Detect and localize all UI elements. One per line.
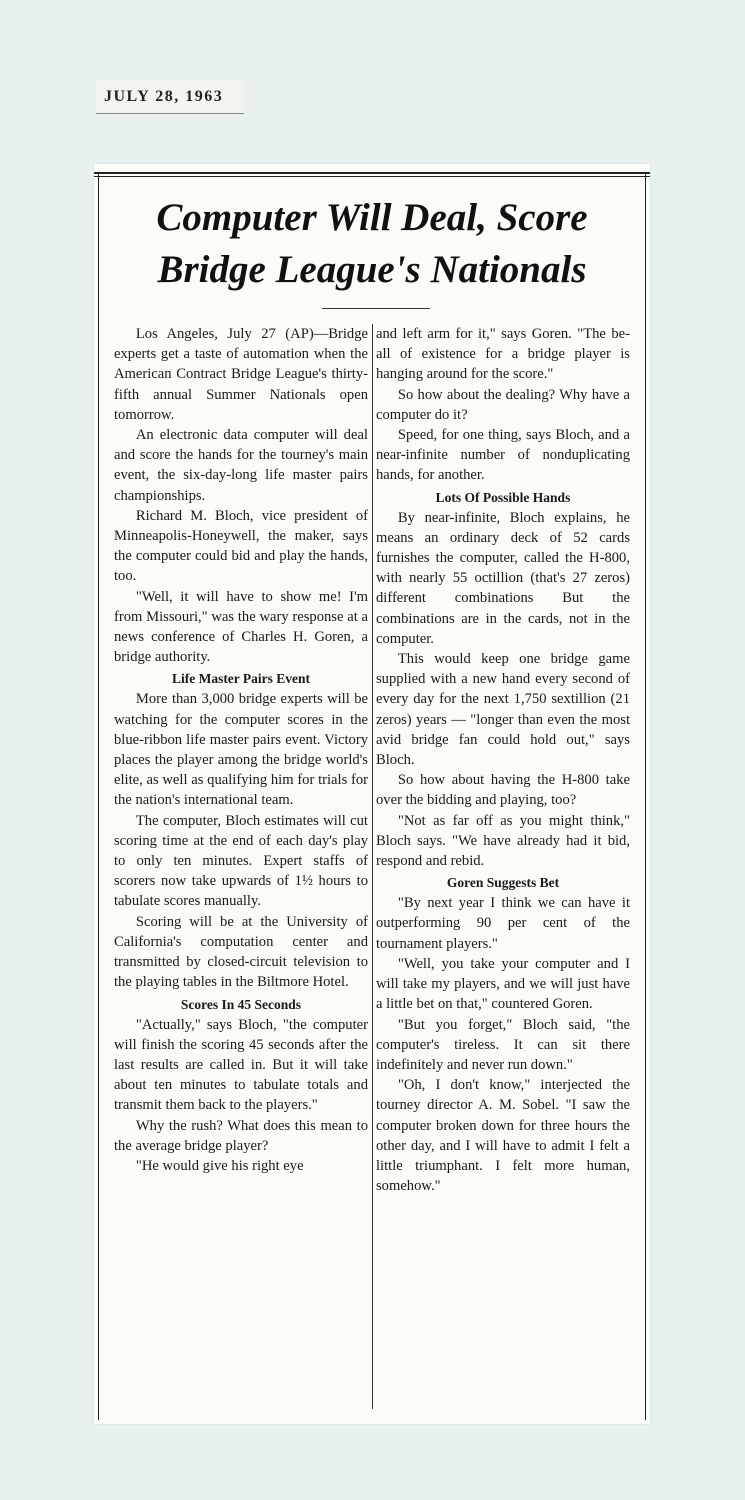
paragraph: "But you forget," Bloch said, "the computer's tireless. It can sit there indefinitely and never run down.": [376, 1016, 630, 1073]
newspaper-clipping: [94, 164, 650, 1424]
paragraph: So how about the dealing? Why have a computer do it?: [376, 386, 630, 423]
paragraph: So how about having the H-800 take over the bidding and playing, too?: [376, 772, 630, 809]
paragraph: "Oh, I don't know," interjected the tourney director A. M. Sobel. "I saw the computer broken down for three hours the other day, and I will have to admit I felt a little triumphant. I felt more human, somehow.": [376, 1077, 630, 1195]
paragraph: An electronic data computer will deal and score the hands for the tourney's main event, the six-day-long life master pairs championships.: [114, 427, 368, 504]
paragraph: Scoring will be at the University of California's computation center and transmitted by closed-circuit television to the playing tables in the Biltmore Hotel.: [114, 913, 368, 991]
paragraph: "Well, it will have to show me! I'm from Missouri," was the wary response at a news conference of Charles H. Goren, a bridge authority.: [114, 588, 368, 666]
dateline: JULY 28, 1963: [96, 80, 244, 114]
paragraph: Speed, for one thing, says Bloch, and a near-infinite number of nonduplicating hands, for another.: [376, 427, 630, 484]
paragraph: By near-infinite, Bloch explains, he means an ordinary deck of 52 cards furnishes the computer, called the H-800, with nearly 55 octillion (that's 27 zeros) different combinations But the combinations are in the cards, not in the computer.: [376, 509, 630, 647]
headline-line-2: Bridge League's Nationals: [157, 248, 587, 291]
column-divider: [372, 324, 373, 1409]
headline: [102, 192, 642, 296]
paragraph: Los Angeles, July 27 (AP)—Bridge experts get a taste of automation when the American Contract Bridge League's thirty-fifth annual Summer Nationals open tomorrow.: [114, 326, 368, 423]
paragraph: "Actually," says Bloch, "the computer will finish the scoring 45 seconds after the last results are called in. But it will take about ten minutes to tabulate totals and transmit them back to the players.": [114, 1016, 368, 1114]
paragraph: Richard M. Bloch, vice president of Minneapolis-Honeywell, the maker, says the computer could bid and play the hands, too.: [114, 507, 368, 585]
paragraph: "Not as far off as you might think," Bloch says. "We have already had it bid, respond and rebid.: [376, 812, 630, 870]
subheading: Scores In 45 Seconds: [180, 996, 302, 1012]
paragraph: This would keep one bridge game supplied with a new hand every second of every day for the next 1,750 sextillion (21 zeros) years — "longer than even the most avid bridge fan could hold out," says Bloch.: [376, 651, 630, 769]
paragraph: "He would give his right eye: [135, 1157, 304, 1174]
headline-line-1: Computer Will Deal, Score: [156, 196, 588, 239]
left-border: [98, 172, 99, 1420]
headline-divider: [322, 308, 430, 309]
paragraph: and left arm for it," says Goren. "The be-all of existence for a bridge player is hanging around for the score.": [376, 326, 630, 383]
article-column-left: [114, 324, 368, 1176]
paragraph: Why the rush? What does this mean to the average bridge player?: [114, 1117, 368, 1154]
right-border: [645, 172, 646, 1420]
top-rule: [94, 172, 650, 177]
subheading: Goren Suggests Bet: [446, 875, 560, 891]
paragraph: "Well, you take your computer and I will take my players, and we will just have a little bet on that," countered Goren.: [376, 955, 630, 1013]
paragraph: The computer, Bloch estimates will cut scoring time at the end of each day's play to only ten minutes. Expert staffs of scorers now take upwards of 1½ hours to tabulate scores manually.: [114, 812, 368, 910]
article-column-right: [376, 324, 630, 1196]
subheading: Life Master Pairs Event: [171, 671, 311, 687]
paragraph: More than 3,000 bridge experts will be watching for the computer scores in the blue-ribbon life master pairs event. Victory places the player among the bridge world's elite, as well as qualifying him for trials for the nation's international team.: [114, 691, 368, 809]
subheading: Lots Of Possible Hands: [435, 489, 571, 505]
paragraph: "By next year I think we can have it outperforming 90 per cent of the tournament players.": [376, 895, 630, 952]
